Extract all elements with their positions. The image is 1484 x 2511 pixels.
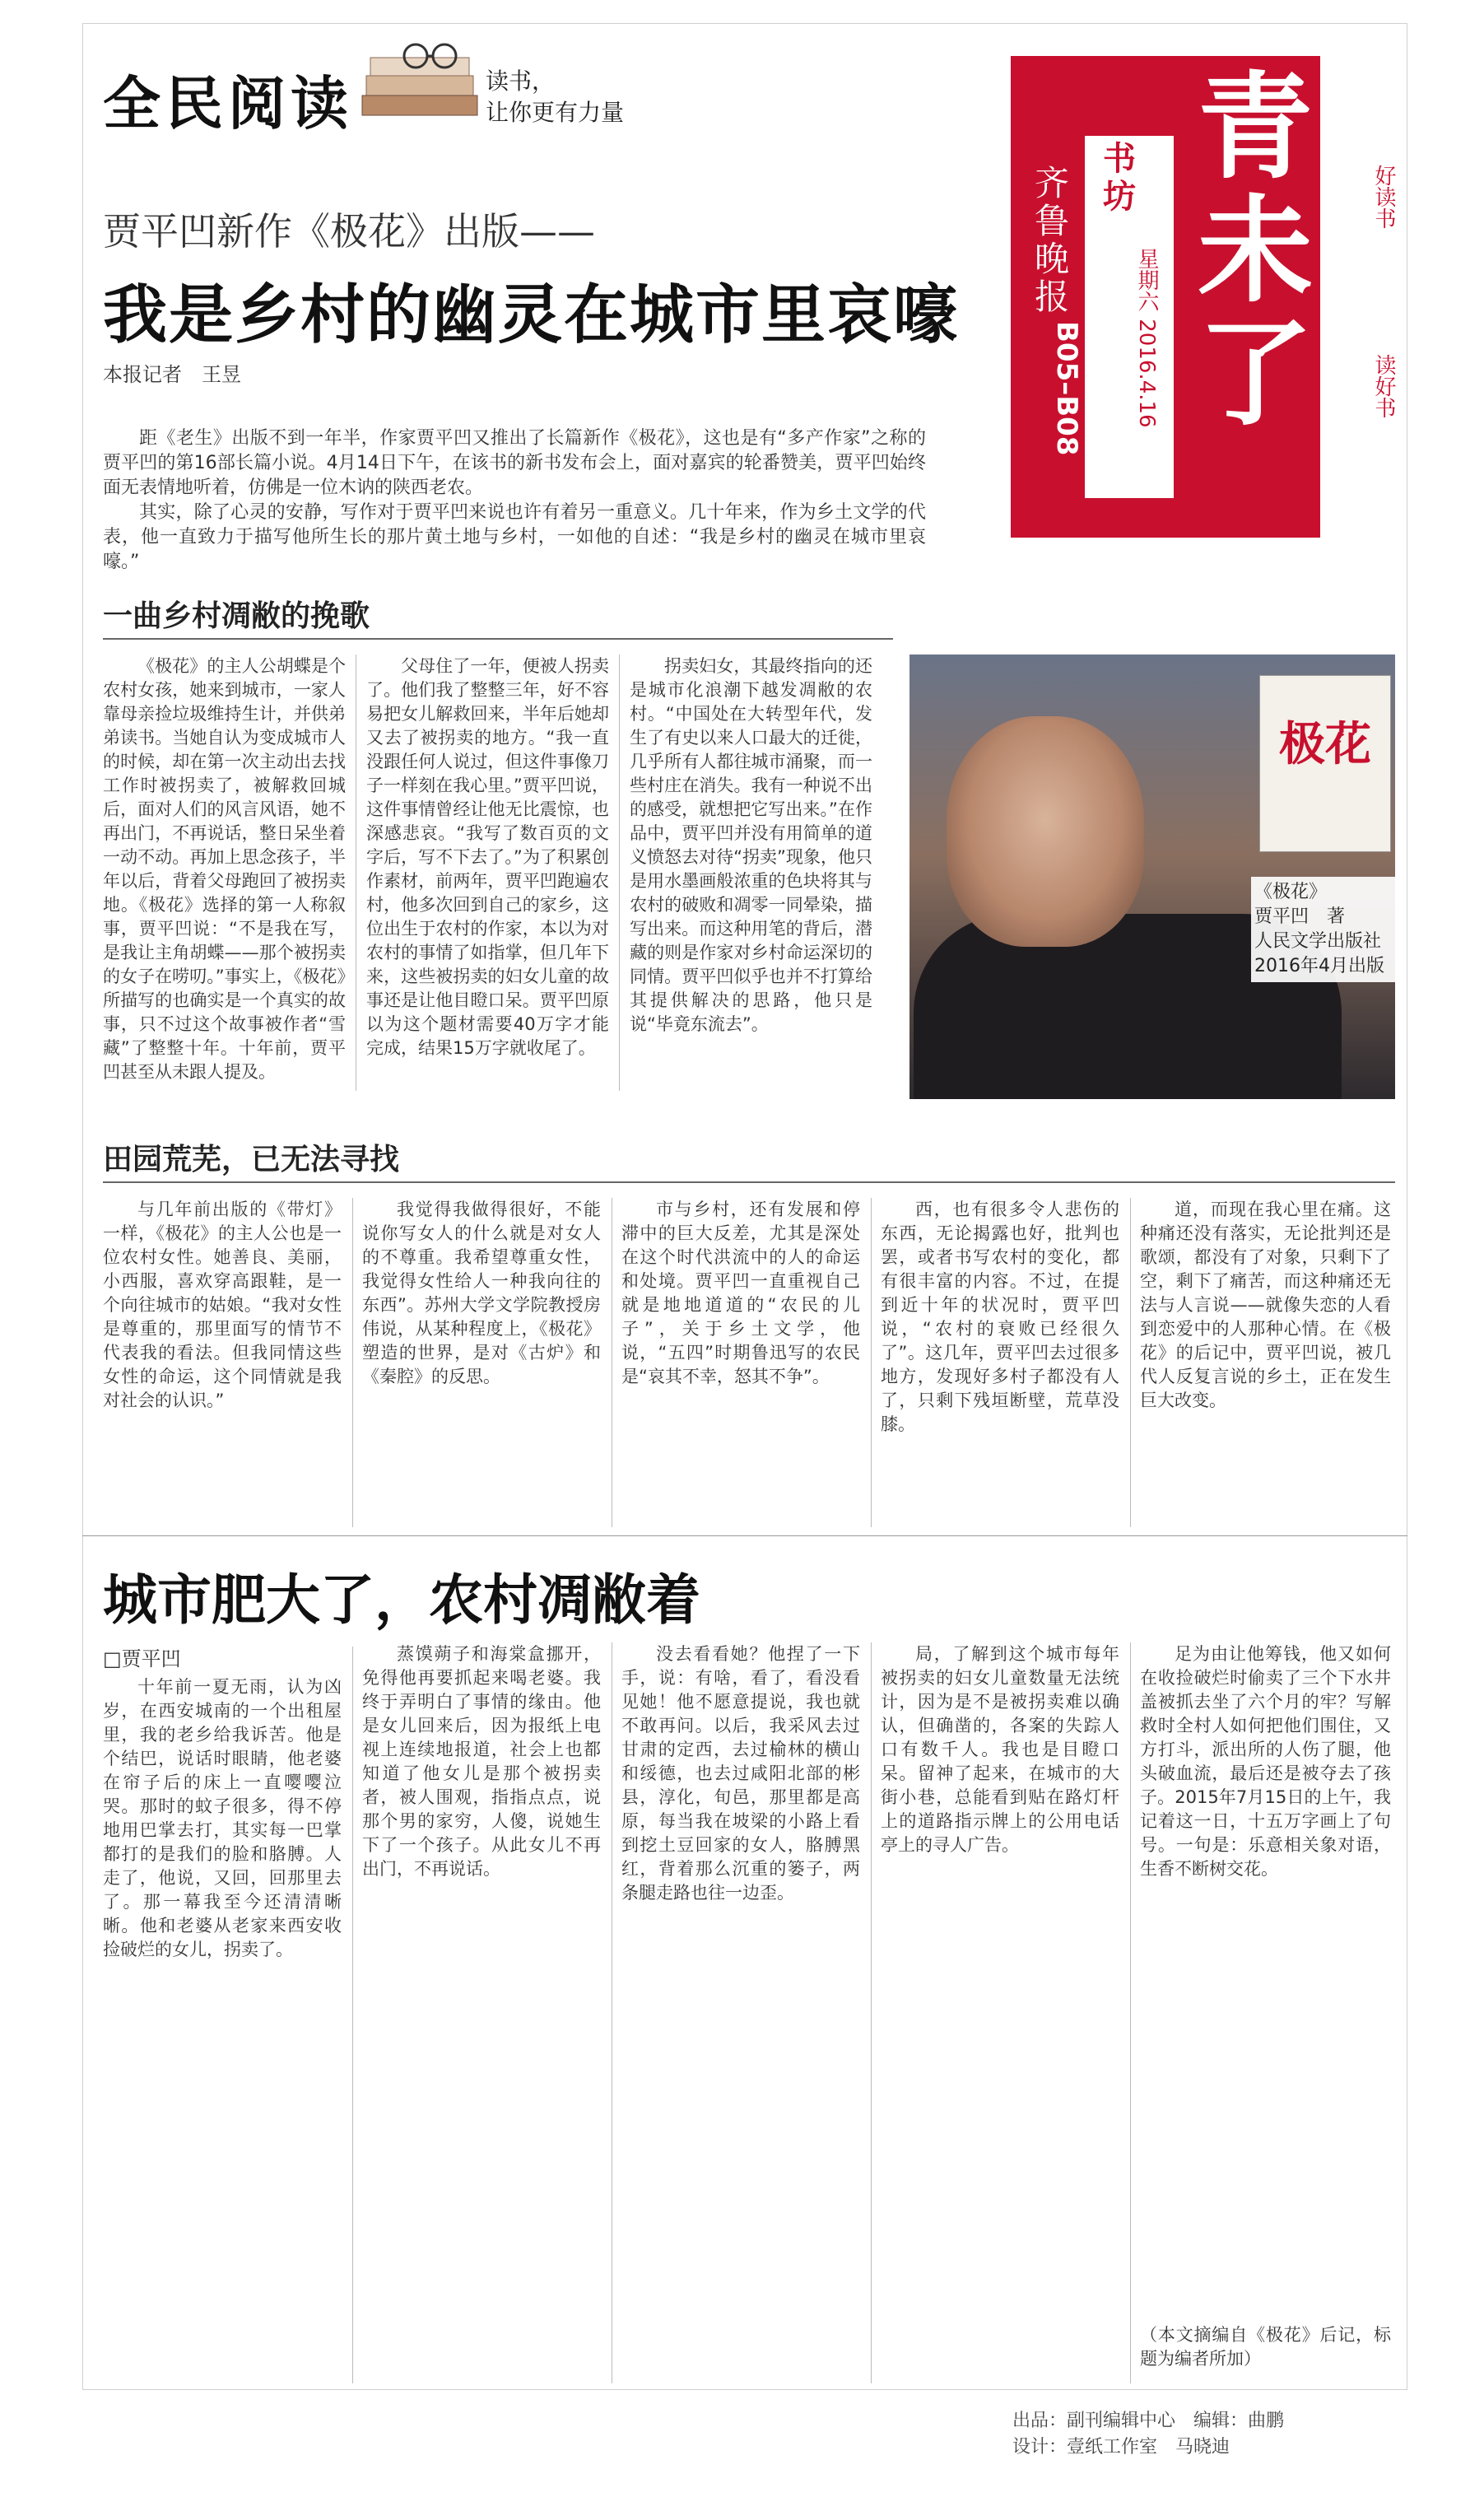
issue-date-value: 2016.4.16 bbox=[1134, 318, 1159, 428]
section2-col3-text: 市与乡村，还有发展和停滞中的巨大反差，尤其是深处在这个时代洪流中的人的命运和处境。贾平凹一直重视自己就是地地道道的“农民的儿子”，关于乡土文学，他说，“五四”时期鲁迅写的农民是“哀其不幸，怒其不争”。 bbox=[621, 1200, 860, 1386]
essay-column-2 bbox=[362, 1642, 601, 2383]
credits-line-1: 出品：副刊编辑中心 编辑：曲鹏 bbox=[1012, 2411, 1285, 2431]
slogan-line-1: 读书， bbox=[486, 68, 556, 95]
photo-caption bbox=[1251, 877, 1399, 982]
section1-col2-text: 父母住了一年，便被人拐卖了。他们我了整整三年，好不容易把女儿解救回来，半年后她却又去了被拐卖的地方。“我一直没跟任何人说过，但这件事像刀子一样刻在我心里。”贾平凹说，这件事情曾经让他无比震惊，也深感悲哀。“我写了数百页的文字后，写不下去了。”为了积累创作素材，前两年，贾平凹跑遍农村，他多次回到自己的家乡，这位出生于农村的作家，本以为对农村的事情了如指掌，但几年下来，这些被拐卖的妇女儿童的故事还是让他目瞪口呆。贾平凹原以为这个题材需要40万字才能完成，结果15万字就收尾了。 bbox=[366, 656, 609, 1058]
side-tagline-2: 读好书 bbox=[1371, 354, 1396, 418]
essay-byline: □贾平凹 bbox=[103, 1647, 181, 1670]
side-tagline-1: 好读书 bbox=[1371, 165, 1396, 229]
section2-col1-text: 与几年前出版的《带灯》一样，《极花》的主人公也是一位农村女性。她善良、美丽，小西服，喜欢穿高跟鞋，是一个向往城市的姑娘。“我对女性是尊重的，那里面写的情节不代表我的看法。但我同情这些女性的命运，这个同情就是我对社会的认识。” bbox=[103, 1200, 342, 1410]
essay-col4-text: 局，了解到这个城市每年被拐卖的妇女儿童数量无法统计，因为是不是被拐卖难以确认，但确凿的，各案的失踪人口有数千人。我也是目瞪口呆。留神了起来，在城市的大街小巷，总能看到贴在路灯杆上的道路指示牌上的公用电话亭上的寻人广告。 bbox=[881, 1644, 1119, 1855]
essay-col5-text: 足为由让他筹钱，他又如何在收捡破烂时偷卖了三个下水井盖被抓去坐了六个月的牢？写解救时全村人如何把他们围住，又方打斗，派出所的人伤了腿，他头破血流，最后还是被夺去了孩子。2015年7月15日的上午，我记着这一日，十五万字画上了句号。一句是：乐意相关象对语，生香不断树交花。 bbox=[1140, 1644, 1391, 1879]
section1-col1-text: 《极花》的主人公胡蝶是个农村女孩，她来到城市，一家人靠母亲捡垃圾维持生计，并供弟弟读书。当她自认为变成城市人的时候，却在第一次主动出去找工作时被拐卖了，被解救回城后，面对人们的风言风语，她不再出门，不再说话，整日呆坐着一动不动。再加上思念孩子，半年以后，背着父母跑回了被拐卖地。《极花》选择的第一人称叙事，贾平凹说：“不是我在写，是我让主角胡蝶——那个被拐卖的女子在唠叨。”事实上，《极花》所描写的也确实是一个真实的故事，只不过这个故事被作者“雪藏”了整整十年。十年前，贾平凹甚至从未跟人提及。 bbox=[103, 656, 346, 1082]
essay-col3-text: 没去看看她？他捏了一下手，说：有啥，看了，看没看见她！他不愿意提说，我也就不敢再问。以后，我采风去过甘肃的定西，去过榆林的横山和绥德，也去过咸阳北部的彬县，淳化，旬邑，那里都是高原，每当我在坡梁的小路上看到挖土豆回家的女人，胳膊黑红，背着那么沉重的篓子，两条腿走路也往一边歪。 bbox=[621, 1644, 860, 1903]
section-heading-1: 一曲乡村凋敝的挽歌 bbox=[103, 599, 370, 633]
books-glasses-icon bbox=[337, 25, 502, 123]
logo-slogan bbox=[486, 66, 624, 128]
caption-line-4: 2016年4月出版 bbox=[1254, 956, 1384, 976]
essay-column-3 bbox=[621, 1642, 860, 2383]
section2-col4-text: 西，也有很多令人悲伤的东西，无论揭露也好，批判也罢，或者书写农村的变化，都有很丰富的内容。不过，在提到近十年的状况时，贾平凹说，“农村的衰败已经很久了”。这几年，贾平凹去过很多地方，发现好多村子都没有人了，只剩下残垣断壁，荒草没膝。 bbox=[881, 1200, 1119, 1434]
section1-column-1 bbox=[103, 655, 346, 1091]
essay-top-rule bbox=[82, 1535, 1407, 1536]
slogan-line-2: 让你更有力量 bbox=[486, 99, 625, 126]
article-headline: 我是乡村的幽灵在城市里哀嚎 bbox=[103, 278, 960, 352]
newspaper-brand: 齐鲁晚报 bbox=[1034, 163, 1069, 317]
section2-col5-text: 道，而现在我心里在痛。这种痛还没有落实，无论批判还是歌颂，都没有了对象，只剩下了空，剩下了痛苦，而这种痛还无法与人言说——就像失恋的人看到恋爱中的人那种心情。在《极花》的后记中，贾平凹说，被几代人反复言说的乡土，正在发生巨大改变。 bbox=[1140, 1200, 1391, 1410]
section1-column-3 bbox=[630, 655, 872, 1091]
caption-line-3: 人民文学出版社 bbox=[1254, 931, 1382, 952]
section2-col2-text: 我觉得我做得很好，不能说你写女人的什么就是对女人的不尊重。我希望尊重女性，我觉得女性给人一种我向往的东西”。苏州大学文学院教授房伟说，从某种程度上，《极花》塑造的世界，是对《古炉》和《秦腔》的反思。 bbox=[362, 1200, 601, 1386]
essay-col1-text: 十年前一夏无雨，认为凶岁，在西安城南的一个出租屋里，我的老乡给我诉苦。他是个结巴，说话时眼睛，他老婆在帘子后的床上一直嘤嘤泣哭。那时的蚊子很多，得不停地用巴掌去打，其实每一巴掌都打的是我们的脸和胳膊。人走了，他说，又回，回那里去了。那一幕我至今还清清晰晰。他和老婆从老家来西安收捡破烂的女儿，拐卖了。 bbox=[103, 1677, 342, 1959]
section2-column-5 bbox=[1140, 1198, 1391, 1527]
section2-column-4 bbox=[881, 1198, 1119, 1527]
column-divider bbox=[1130, 1642, 1131, 2383]
section1-col3-text: 拐卖妇女，其最终指向的还是城市化浪潮下越发凋敝的农村。“中国处在大转型年代，发生了有史以来人口最大的迁徙，几乎所有人都往城市涌聚，而一些村庄在消失。我有一种说不出的感受，就想把它写出来。”在作品中，贾平凹并没有用简单的道义愤怒去对待“拐卖”现象，他只是用水墨画般浓重的色块将其与农村的破败和凋零一同晕染，描写出来。而这种用笔的背后，潜藏的则是作家对乡村命运深切的同情。贾平凹似乎也并不打算给其提供解决的思路，他只是说“毕竟东流去”。 bbox=[630, 656, 872, 1034]
essay-column-5 bbox=[1140, 1642, 1391, 2318]
page-credits bbox=[1012, 2408, 1284, 2461]
caption-line-2: 贾平凹 著 bbox=[1254, 906, 1346, 927]
essay-source-note: （本文摘编自《极花》后记，标题为编者所加） bbox=[1140, 2325, 1391, 2369]
section-rule-2 bbox=[103, 1181, 1395, 1183]
column-divider bbox=[619, 655, 620, 1091]
article-intro bbox=[103, 426, 926, 575]
section2-column-2 bbox=[362, 1198, 601, 1527]
section-rule-1 bbox=[103, 638, 893, 640]
intro-paragraph-2: 其实，除了心灵的安静，写作对于贾平凹来说也许有着另一重意义。几十年来，作为乡土文学的代表，他一直致力于描写他所生长的那片黄土地与乡村，一如他的自述：“我是乡村的幽灵在城市里哀嚎。” bbox=[103, 502, 926, 572]
column-divider bbox=[352, 1647, 353, 2383]
essay-col2-text: 蒸馍蒴子和海棠盒挪开，免得他再要抓起来喝老婆。我终于弄明白了事情的缘由。他是女儿回来后，因为报纸上电视上连续地报道，社会上也都知道了他女儿是那个被拐卖者，被人围观，指指点点，说那个男的家穷，人傻，说她生下了一个孩子。从此女儿不再出门，不再说话。 bbox=[362, 1644, 601, 1879]
article-subhead: 贾平凹新作《极花》出版—— bbox=[103, 209, 595, 254]
column-divider bbox=[871, 1642, 872, 2383]
section-name: 书坊 bbox=[1103, 140, 1136, 216]
section2-column-1 bbox=[103, 1198, 342, 1527]
column-divider bbox=[871, 1198, 872, 1527]
section2-column-3 bbox=[621, 1198, 860, 1527]
essay-column-4 bbox=[881, 1642, 1119, 2383]
section1-column-2 bbox=[366, 655, 609, 1091]
author-photo-face bbox=[947, 716, 1144, 947]
page-range: B05–B08 bbox=[1050, 321, 1083, 456]
issue-date bbox=[1101, 239, 1159, 436]
supplement-title: 青未了 bbox=[1198, 60, 1314, 442]
essay-column-1 bbox=[103, 1675, 342, 2383]
issue-weekday: 星期六 bbox=[1134, 247, 1159, 312]
book-cover-title: 极花 bbox=[1279, 717, 1371, 771]
section-heading-2: 田园荒芜，已无法寻找 bbox=[103, 1143, 400, 1176]
logo-text: 全民阅读 bbox=[103, 69, 353, 137]
essay-headline: 城市肥大了，农村凋敝着 bbox=[103, 1568, 700, 1632]
intro-paragraph-1: 距《老生》出版不到一年半，作家贾平凹又推出了长篇新作《极花》，这也是有“多产作家”之称的贾平凹的第16部长篇小说。4月14日下午，在该书的新书发布会上，面对嘉宾的轮番赞美，贾平凹始终面无表情地听着，仿佛是一位木讷的陕西老农。 bbox=[103, 428, 926, 498]
column-divider bbox=[1130, 1198, 1131, 1527]
column-divider bbox=[352, 1198, 353, 1527]
article-byline: 本报记者 王昱 bbox=[103, 363, 241, 386]
caption-line-1: 《极花》 bbox=[1254, 882, 1328, 902]
credits-line-2: 设计：壹纸工作室 马晓迪 bbox=[1012, 2437, 1230, 2457]
